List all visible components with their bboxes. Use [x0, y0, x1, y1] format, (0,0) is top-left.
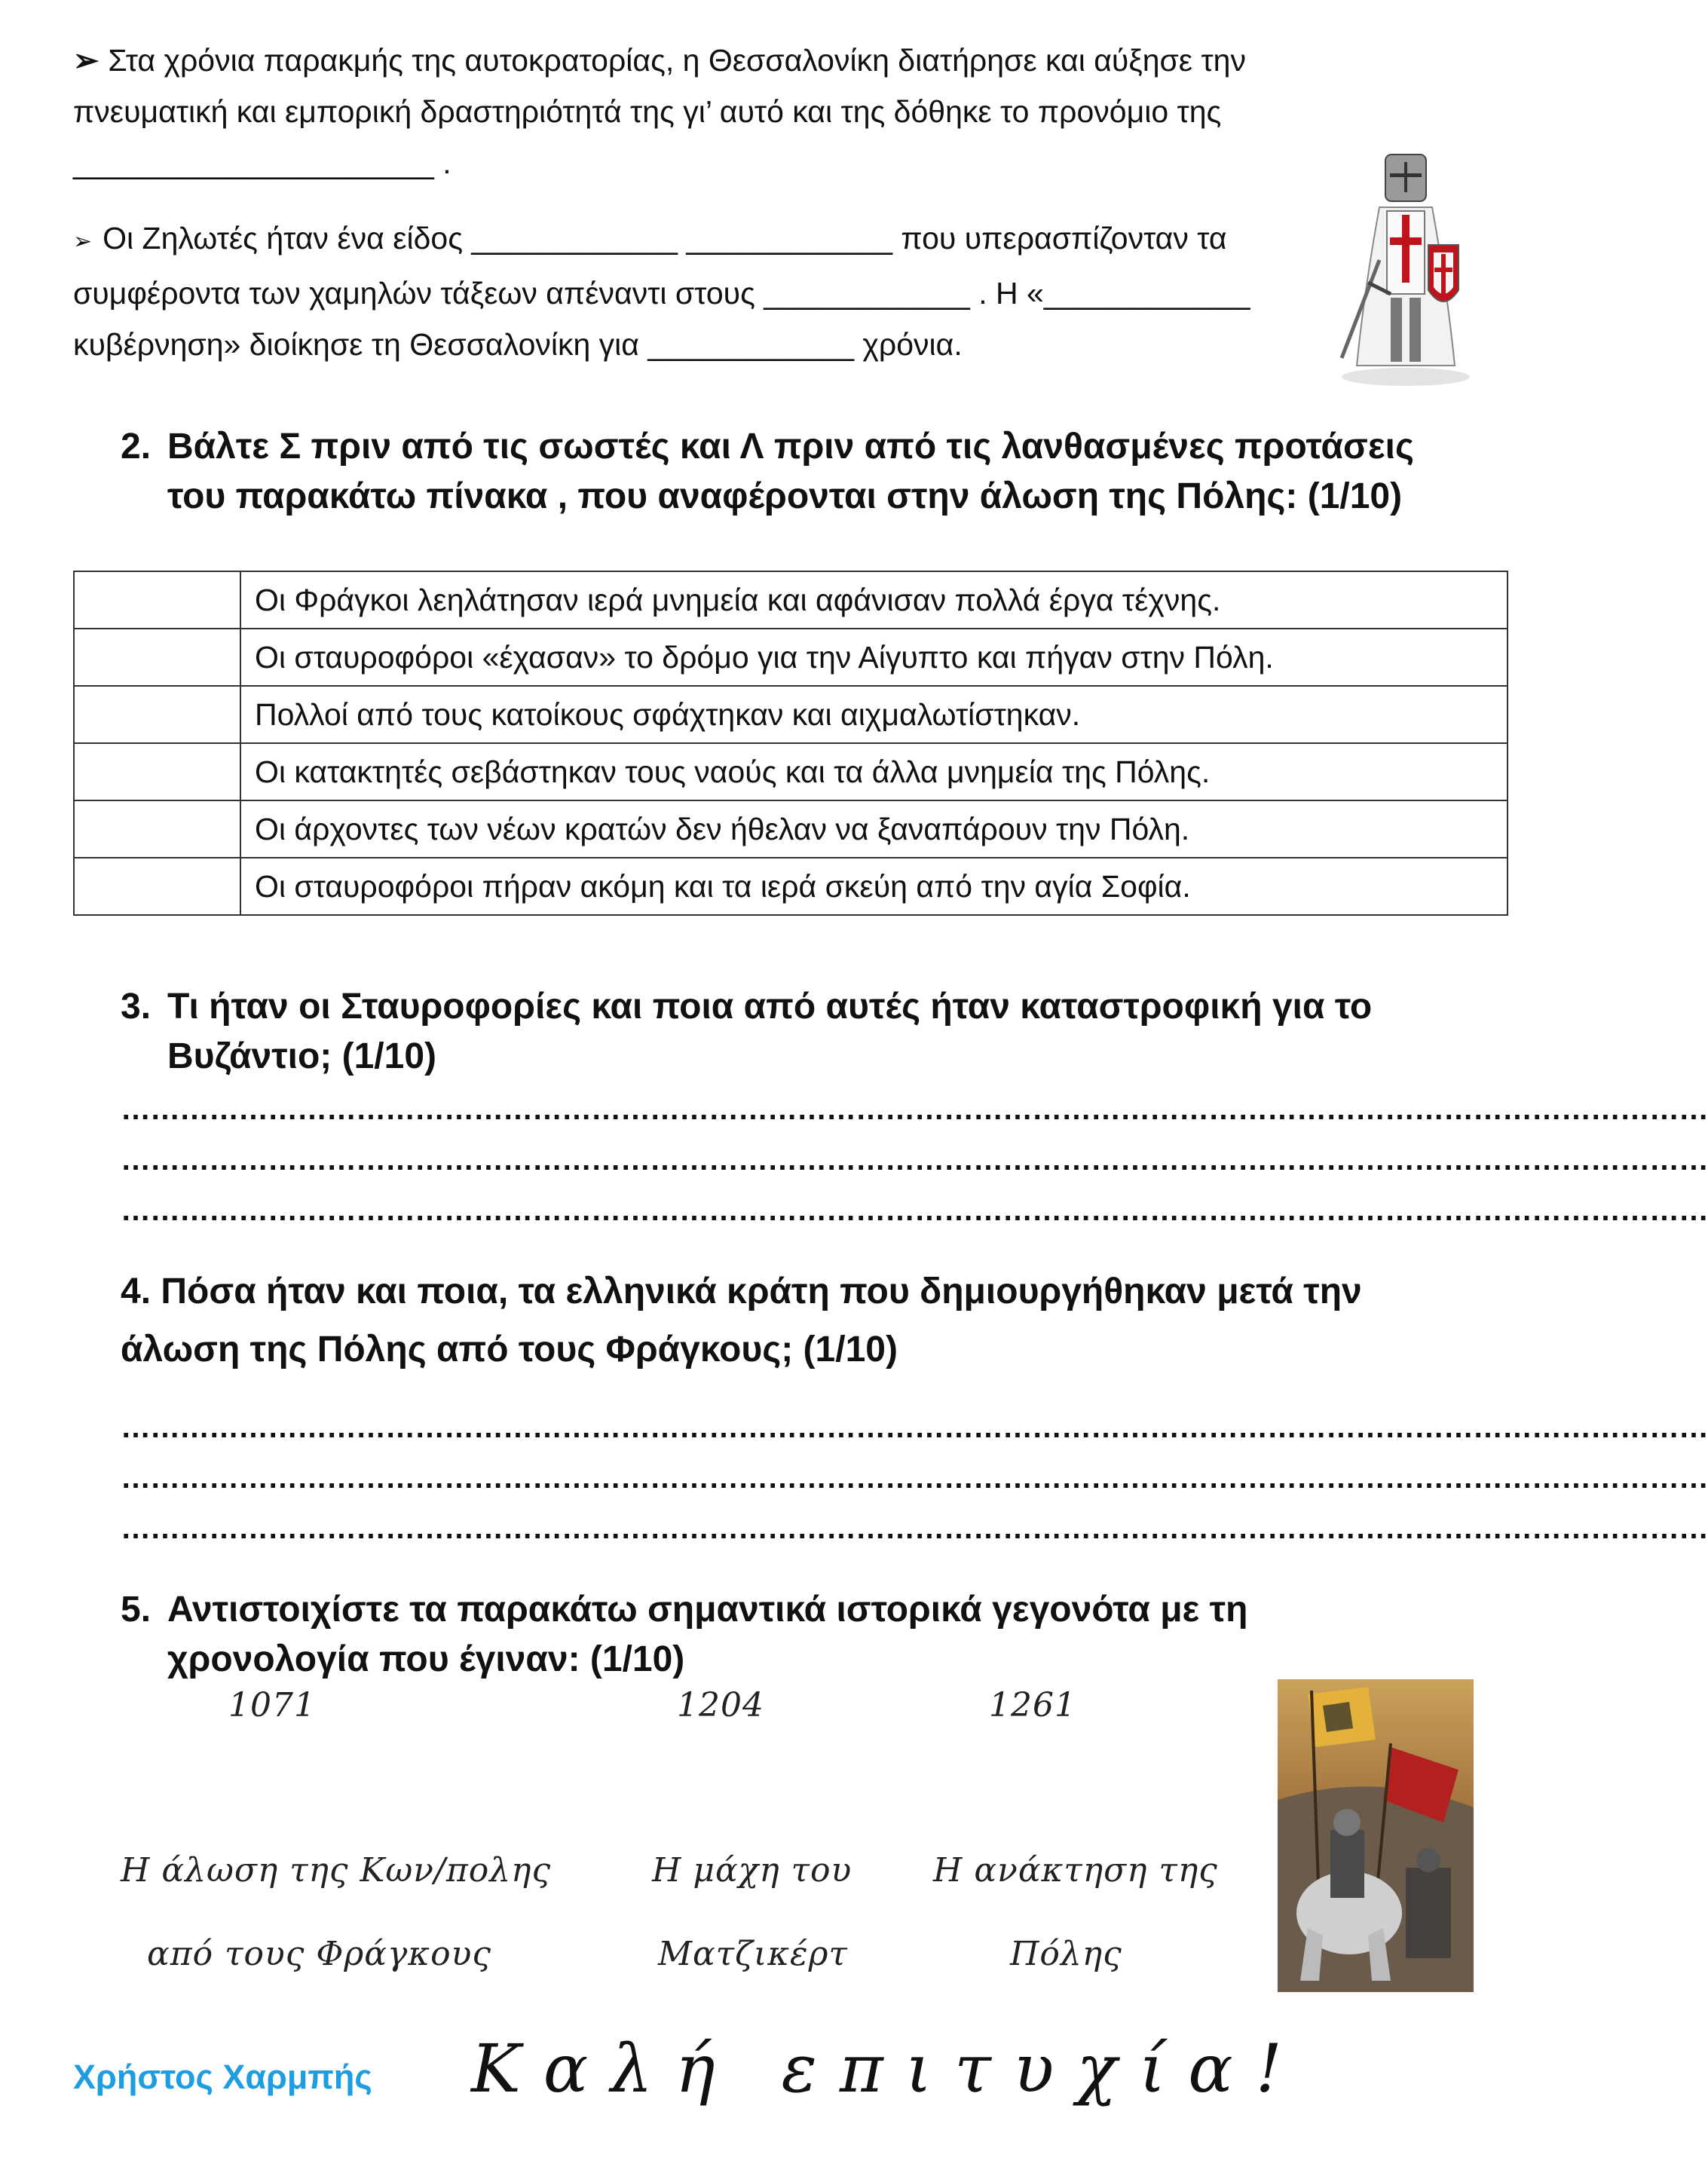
- answer-line[interactable]: ………………………………………………………………………………………………………………………………………………: [121, 1194, 1708, 1227]
- event-3-line2: Πόλης: [1010, 1935, 1122, 1973]
- answer-cell[interactable]: [74, 686, 240, 743]
- arrow-bullet-icon: ➢: [73, 43, 99, 78]
- author-name: Χρήστος Χαρμπής: [73, 2058, 372, 2096]
- table-row: [74, 858, 1508, 915]
- question-4: 4. Πόσα ήταν και ποια, τα ελληνικά κράτη που δημιουργήθηκαν μετά την άλωση της Πόλης από τους Φράγκους; (1/10): [121, 1272, 1362, 1369]
- event-2-line1: Η μάχη του: [652, 1851, 852, 1890]
- statement-cell: Πολλοί από τους κατοίκους σφάχτηκαν και αιχμαλωτίστηκαν.: [240, 686, 1508, 743]
- intro-paragraph: ➢ Στα χρόνια παρακμής της αυτοκρατορίας, η Θεσσαλονίκη διατήρησε και αύξησε την πνευματική και εμπορική δραστηριότητά της γι’ αυτό και της δόθηκε το προνόμιο της _____________________ .: [73, 35, 1370, 188]
- crusader-knight-image: [1334, 139, 1477, 388]
- battle-painting-image: [1278, 1679, 1474, 1992]
- answer-cell[interactable]: [74, 571, 240, 629]
- statement-cell: Οι σταυροφόροι «έχασαν» το δρόμο για την Αίγυπτο και πήγαν στην Πόλη.: [240, 629, 1508, 686]
- answer-line[interactable]: ………………………………………………………………………………………………………………………………………………: [121, 1143, 1708, 1177]
- event-2-line2: Ματζικέρτ: [658, 1935, 848, 1973]
- statements-table: [73, 571, 1508, 916]
- question-2: 2. Βάλτε Σ πριν από τις σωστές και Λ πριν από τις λανθασμένες προτάσεις του παρακάτω πίνακα , που αναφέρονται στην άλωση της Πόλης: (1/10): [121, 427, 1414, 516]
- table-row: [74, 571, 1508, 629]
- event-1-line2: από τους Φράγκους: [147, 1935, 491, 1973]
- statement-cell: Οι Φράγκοι λεηλάτησαν ιερά μνημεία και αφάνισαν πολλά έργα τέχνης.: [240, 571, 1508, 629]
- answer-cell[interactable]: [74, 858, 240, 915]
- blank-line[interactable]: _____________________ .: [73, 145, 451, 180]
- answer-line[interactable]: ………………………………………………………………………………………………………………………………………………: [121, 1461, 1708, 1495]
- table-row: [74, 800, 1508, 858]
- year-1261: 1261: [989, 1686, 1076, 1724]
- year-1204: 1204: [677, 1686, 764, 1724]
- event-3-line1: Η ανάκτηση της: [933, 1851, 1218, 1890]
- event-1-line1: Η άλωση της Κων/πολης: [121, 1851, 552, 1890]
- answer-cell[interactable]: [74, 743, 240, 800]
- statement-cell: Οι σταυροφόροι πήραν ακόμη και τα ιερά σκεύη από την αγία Σοφία.: [240, 858, 1508, 915]
- answer-line[interactable]: ………………………………………………………………………………………………………………………………………………: [121, 1512, 1708, 1545]
- arrow-bullet-icon: ➢: [73, 229, 93, 254]
- year-1071: 1071: [228, 1686, 316, 1724]
- zealots-paragraph: ➢ Οι Ζηλωτές ήταν ένα είδος ____________ ____________ που υπερασπίζονταν τα συμφέροντα των χαμηλών τάξεων απέναντι στους ____________ . Η «____________ κυβέρνηση» διοίκησε τη Θεσσαλονίκη για ____________ χρόνια.: [73, 221, 1250, 362]
- good-luck-message: Καλή επιτυχία!: [471, 2030, 1305, 2107]
- question-3: 3. Τι ήταν οι Σταυροφορίες και ποια από αυτές ήταν καταστροφική για το Βυζάντιο; (1/10): [121, 987, 1373, 1076]
- table-row: [74, 686, 1508, 743]
- answer-cell[interactable]: [74, 629, 240, 686]
- statement-cell: Οι άρχοντες των νέων κρατών δεν ήθελαν να ξαναπάρουν την Πόλη.: [240, 800, 1508, 858]
- answer-line[interactable]: ………………………………………………………………………………………………………………………………………………: [121, 1411, 1708, 1444]
- statement-cell: Οι κατακτητές σεβάστηκαν τους ναούς και τα άλλα μνημεία της Πόλης.: [240, 743, 1508, 800]
- table-row: [74, 743, 1508, 800]
- question-5: 5. Αντιστοιχίστε τα παρακάτω σημαντικά ιστορικά γεγονότα με τη χρονολογία που έγιναν: (1/10): [121, 1590, 1248, 1679]
- answer-line[interactable]: ………………………………………………………………………………………………………………………………………………: [121, 1093, 1708, 1126]
- answer-cell[interactable]: [74, 800, 240, 858]
- table-row: [74, 629, 1508, 686]
